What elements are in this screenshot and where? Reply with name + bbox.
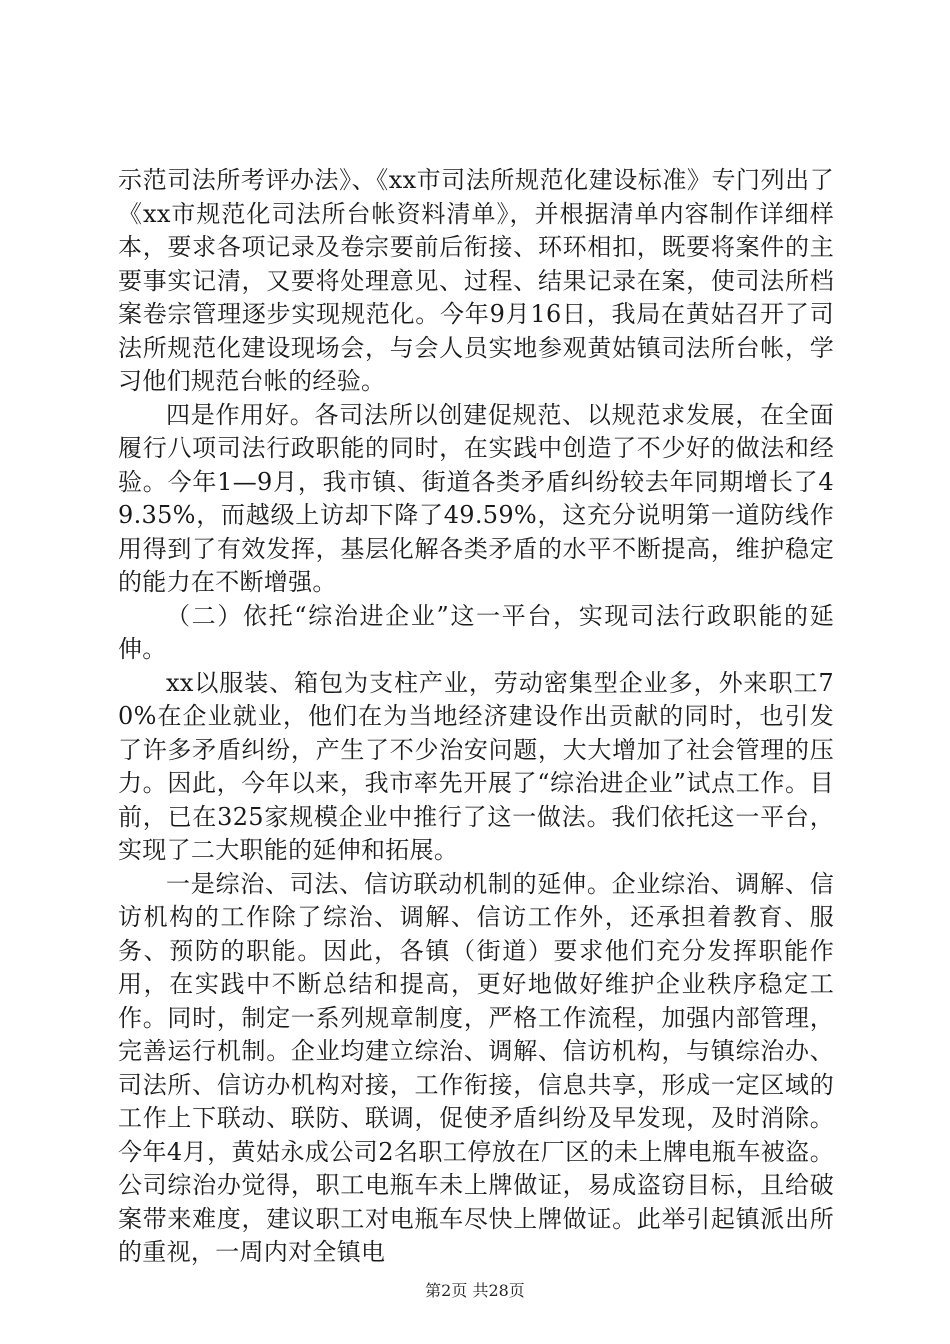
page-footer: 第2页 共28页: [425, 1281, 525, 1300]
section-heading-two: （二）依托“综治进企业”这一平台，实现司法行政职能的延伸。: [118, 601, 834, 663]
body-text: [118, 164, 834, 1270]
paragraph-industry: xx以服装、箱包为支柱产业，劳动密集型企业多，外来职工70%在企业就业，他们在为当地经济建设作出贡献的同时，也引发了许多矛盾纠纷，产生了不少治安问题，大大增加了社会管理的压力。因此，今年以来，我市率先开展了“综治进企业”试点工作。目前，已在325家规模企业中推行了这一做法。我们依托这一平台，实现了二大职能的延伸和拓展。: [118, 668, 834, 864]
paragraph-point-one: 一是综治、司法、信访联动机制的延伸。企业综治、调解、信访机构的工作除了综治、调解、信访工作外，还承担着教育、服务、预防的职能。因此，各镇（街道）要求他们充分发挥职能作用，在实践中不断总结和提高，更好地做好维护企业秩序稳定工作。同时，制定一系列规章制度，严格工作流程，加强内部管理，完善运行机制。企业均建立综治、调解、信访机构，与镇综治办、司法所、信访办机构对接，工作衔接，信息共享，形成一定区域的工作上下联动、联防、联调，促使矛盾纠纷及早发现，及时消除。今年4月，黄姑永成公司2名职工停放在厂区的未上牌电瓶车被盗。公司综治办觉得，职工电瓶车未上牌做证，易成盗窃目标，且给破案带来难度，建议职工对电瓶车尽快上牌做证。此举引起镇派出所的重视，一周内对全镇电: [118, 869, 834, 1266]
paragraph-continued: 示范司法所考评办法》、《xx市司法所规范化建设标准》专门列出了《xx市规范化司法所台帐资料清单》，并根据清单内容制作详细样本，要求各项记录及卷宗要前后衔接、环环相扣，既要将案件的主要事实记清，又要将处理意见、过程、结果记录在案，使司法所档案卷宗管理逐步实现规范化。今年9月16日，我局在黄姑召开了司法所规范化建设现场会，与会人员实地参观黄姑镇司法所台帐，学习他们规范台帐的经验。: [118, 166, 834, 395]
paragraph-point-four: 四是作用好。各司法所以创建促规范、以规范求发展，在全面履行八项司法行政职能的同时，在实践中创造了不少好的做法和经验。今年1—9月，我市镇、街道各类矛盾纠纷较去年同期增长了49.35%，而越级上访却下降了49.59%，这充分说明第一道防线作用得到了有效发挥，基层化解各类矛盾的水平不断提高，维护稳定的能力在不断增强。: [118, 400, 834, 596]
